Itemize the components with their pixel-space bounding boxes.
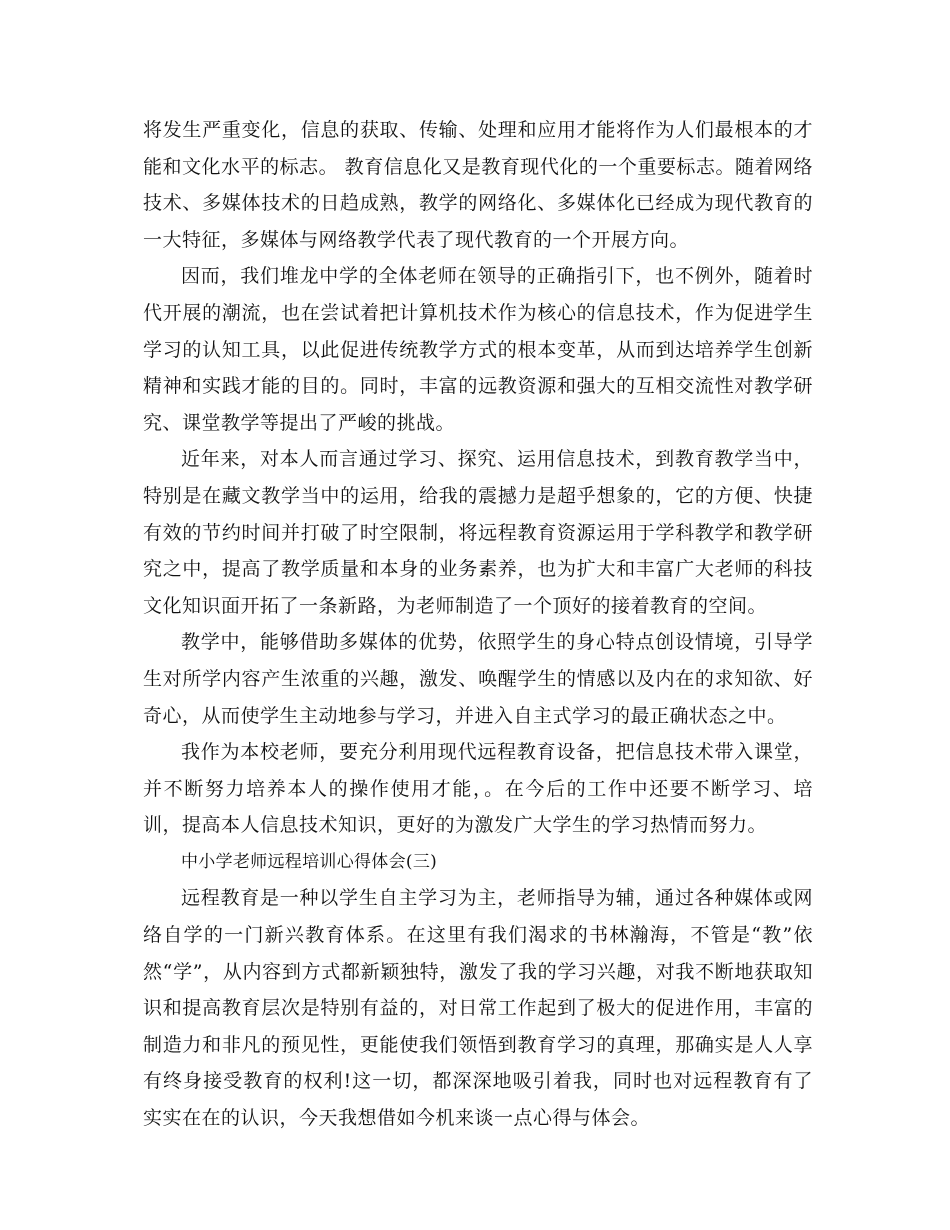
paragraph-continuation: 将发生严重变化，信息的获取、传输、处理和应用才能将作为人们最根本的才能和文化水平的标志。 教育信息化又是教育现代化的一个重要标志。随着网络技术、多媒体技术的日趋成熟，教学的网络化、多媒体化已经成为现代教育的一大特征，多媒体与网络教学代表了现代教育的一个开展方向。 <box>143 119 813 251</box>
paragraph-teacher-commitment: 我作为本校老师，要充分利用现代远程教育设备，把信息技术带入课堂，并不断努力培养本人的操作使用才能，。在今后的工作中还要不断学习、培训，提高本人信息技术知识，更好的为激发广大学生的学习热情而努力。 <box>143 741 813 837</box>
section-heading: 中小学老师远程培训心得体会(三) <box>181 851 438 872</box>
paragraph-school-practice: 因而，我们堆龙中学的全体老师在领导的正确指引下，也不例外，随着时代开展的潮流，也在尝试着把计算机技术作为核心的信息技术，作为促进学生学习的认知工具，以此促进传统教学方式的根本变革，从而到达培养学生创新精神和实践才能的目的。同时，丰富的远教资源和强大的互相交流性对教学研究、课堂教学等提出了严峻的挑战。 <box>143 265 813 434</box>
paragraph-personal-experience: 近年来，对本人而言通过学习、探究、运用信息技术，到教育教学当中，特别是在藏文教学当中的运用，给我的震撼力是超乎想象的，它的方便、快捷有效的节约时间并打破了时空限制，将远程教育资源运用于学科教学和教学研究之中，提高了教学质量和本身的业务素养，也为扩大和丰富广大老师的科技文化知识面开拓了一条新路，为老师制造了一个顶好的接着教育的空间。 <box>143 448 813 617</box>
paragraph-remote-education: 远程教育是一种以学生自主学习为主，老师指导为辅，通过各种媒体或网络自学的一门新兴教育体系。在这里有我们渴求的书林瀚海，不管是“教”依然“学”，从内容到方式都新颖独特，激发了我的学习兴趣，对我不断地获取知识和提高教育层次是特别有益的，对日常工作起到了极大的促进作用，丰富的制造力和非凡的预见性，更能使我们领悟到教育学习的真理，那确实是人人享有终身接受教育的权利!这一切，都深深地吸引着我，同时也对远程教育有了实实在在的认识，今天我想借如今机来谈一点心得与体会。 <box>143 887 813 1130</box>
paragraph-multimedia-teaching: 教学中，能够借助多媒体的优势，依照学生的身心特点创设情境，引导学生对所学内容产生浓重的兴趣，激发、唤醒学生的情感以及内在的求知欲、好奇心，从而使学生主动地参与学习，并进入自主式学习的最正确状态之中。 <box>143 631 813 727</box>
document-page <box>143 112 813 1137</box>
